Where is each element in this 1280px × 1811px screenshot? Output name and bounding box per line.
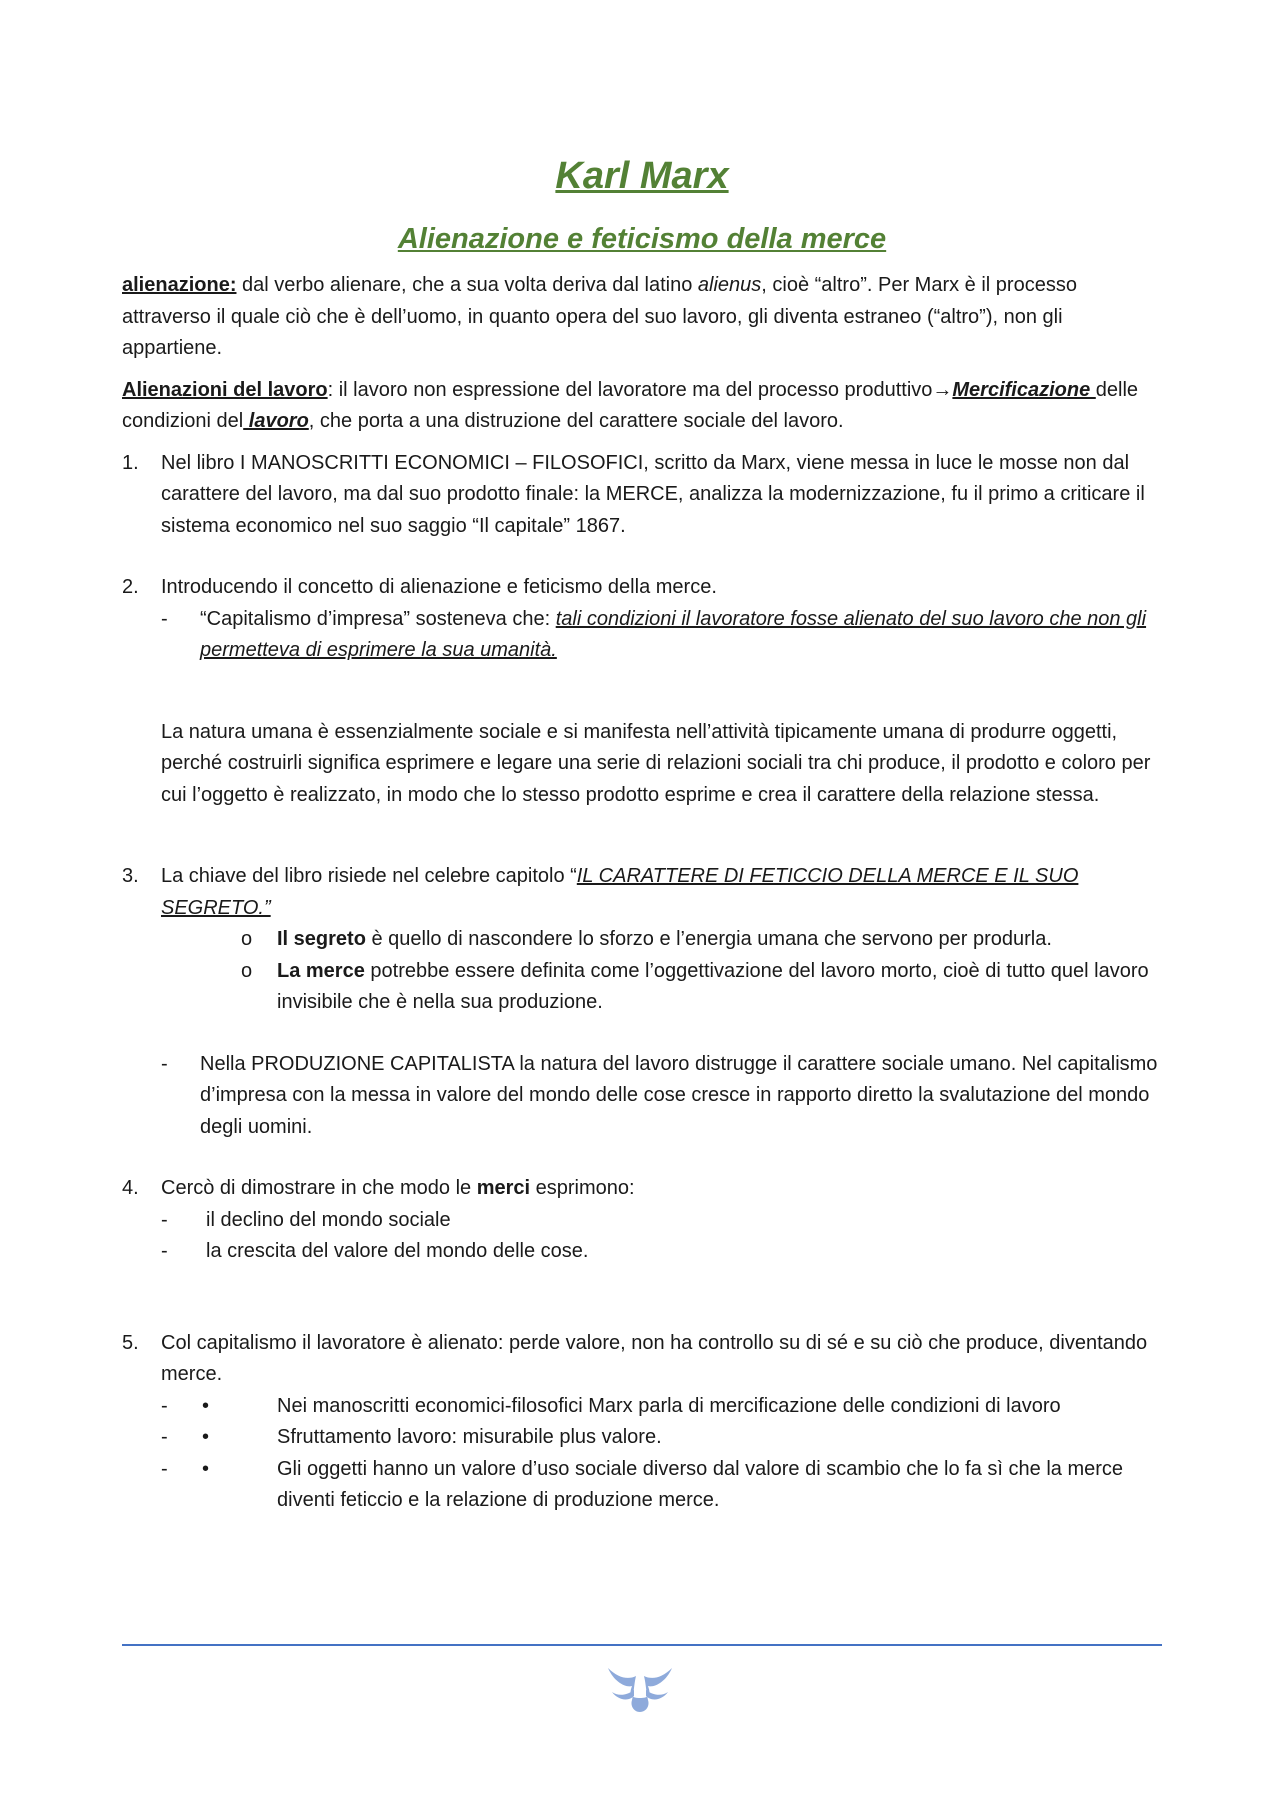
sfruttamento-text: Sfruttamento lavoro: misurabile plus valore. (277, 1426, 662, 1448)
page-subtitle: Alienazione e feticismo della merce (397, 223, 887, 255)
merce-term: La merce (277, 959, 365, 982)
list-number: 4. (122, 1177, 139, 1199)
list-item-2-text: Introducendo il concetto di alienazione e feticismo della merce. (161, 576, 717, 598)
sub-item-crescita (122, 1236, 1162, 1268)
definition-term: alienazione: (122, 274, 237, 296)
list-number: 2. (122, 576, 139, 598)
list-item-4-text-1: Cercò di dimostrare in che modo le (161, 1177, 477, 1199)
mercificazione-term: Mercificazione (952, 378, 1096, 401)
alienazioni-term: Alienazioni del lavoro (122, 378, 328, 401)
alienazioni-text-2: delle condizioni del (122, 378, 1139, 432)
list-item-4-text-2: esprimono: (530, 1177, 635, 1199)
sub-item-sfruttamento (122, 1422, 1162, 1454)
list-item-3-text-1: La chiave del libro risiede nel celebre capitolo “ (161, 865, 577, 887)
sub-item-declino (122, 1205, 1162, 1237)
natura-umana-text: La natura umana è essenzialmente sociale e si manifesta nell’attività tipicamente umana di produrre oggetti, perché costruirli significa esprimere e legare una serie di relazioni sociali tra chi produce, il prodotto e coloro per cui l’oggetto è realizzato, in modo che lo stesso prodotto esprime e crea il carattere della relazione stessa. (161, 720, 1151, 806)
sub-item-segreto (122, 924, 1162, 956)
declino-text: il declino del mondo sociale (206, 1208, 451, 1231)
list-item-1-text: Nel libro I MANOSCRITTI ECONOMICI – FILOSOFICI, scritto da Marx, viene messa in luce le mosse non dal carattere del lavoro, ma dal suo prodotto finale: la MERCE, analizza la modernizzazione, fu il primo a criticare il sistema economico nel suo saggio “Il capitale” 1867. (161, 451, 1145, 537)
dash-marker: - (161, 1052, 168, 1075)
definition-text-2: , cioè “altro”. Per Marx è il processo attraverso il quale ciò che è dell’uomo, in quanto opera del suo lavoro, gli diventa estraneo (“altro”), non gli appartiene. (122, 274, 1077, 359)
list-item-1 (122, 448, 1162, 543)
list-item-2-sub (122, 604, 1162, 667)
definition-text-1: dal verbo alienare, che a sua volta deriva dal latino (236, 274, 698, 296)
bullet-marker: • (202, 1457, 210, 1480)
definition-paragraph (122, 270, 1162, 365)
alienazioni-paragraph (122, 375, 1162, 438)
list-number: 1. (122, 451, 139, 474)
dash-marker: - (161, 1394, 168, 1417)
sub-item-oggetti (122, 1454, 1162, 1517)
bullet-marker: • (202, 1394, 210, 1417)
list-item-3 (122, 861, 1162, 924)
list-item-2-paragraph (122, 717, 1162, 812)
arrow-icon: → (932, 378, 953, 401)
bullet-marker: • (202, 1426, 210, 1448)
sub-text-a: “Capitalismo d’impresa” sosteneva che: (200, 607, 556, 630)
list-number: 5. (122, 1331, 139, 1354)
circle-marker: o (241, 928, 253, 950)
lavoro-term: lavoro (243, 410, 309, 432)
manoscritti-text: Nei manoscritti economici-filosofici Marx parla di mercificazione delle condizioni di lavoro (277, 1394, 1061, 1417)
sub-item-produzione (122, 1049, 1162, 1144)
segreto-term: Il segreto (277, 928, 366, 950)
alienazioni-text-1: : il lavoro non espressione del lavoratore ma del processo produttivo (327, 378, 933, 401)
footer-rule (122, 1644, 1162, 1646)
list-item-5 (122, 1328, 1162, 1391)
dash-marker: - (161, 1240, 168, 1262)
chapter-title: IL CARATTERE DI FETICCIO DELLA MERCE E IL SUO SEGRETO.” (161, 865, 1079, 919)
dash-marker: - (161, 1457, 168, 1480)
merci-term: merci (476, 1177, 531, 1199)
definition-latin: alienus (697, 274, 762, 296)
sub-item-manoscritti (122, 1391, 1162, 1423)
sub-item-merce (122, 956, 1162, 1019)
list-number: 3. (122, 865, 139, 887)
list-item-5-text: Col capitalismo il lavoratore è alienato: perde valore, non ha controllo su di sé e su ciò che produce, diventando merce. (161, 1331, 1148, 1385)
page-title: Karl Marx (555, 155, 729, 197)
dash-marker: - (161, 1426, 168, 1448)
list-item-2 (122, 572, 1162, 604)
sub-text-b: tali condizioni il lavoratore fosse alienato del suo lavoro che non gli permetteva di esprimere la sua umanità. (200, 607, 1147, 661)
list-item-4 (122, 1173, 1162, 1205)
oggetti-text: Gli oggetti hanno un valore d’uso sociale diverso dal valore di scambio che lo fa sì che la merce diventi feticcio e la relazione di produzione merce. (277, 1457, 1124, 1511)
produzione-text: Nella PRODUZIONE CAPITALISTA la natura del lavoro distrugge il carattere sociale umano. Nel capitalismo d’impresa con la messa in valore del mondo delle cose cresce in rapporto diretto la svalutazione del mondo degli uomini. (200, 1052, 1158, 1138)
crescita-text: la crescita del valore del mondo delle cose. (206, 1240, 589, 1262)
merce-text: potrebbe essere definita come l’oggettivazione del lavoro morto, cioè di tutto quel lavoro invisibile che è nella sua produzione. (277, 959, 1149, 1013)
circle-marker: o (241, 959, 253, 982)
dash-marker: - (161, 607, 168, 630)
segreto-text: è quello di nascondere lo sforzo e l’energia umana che servono per produrla. (365, 928, 1052, 950)
alienazioni-text-3: , che porta a una distruzione del carattere sociale del lavoro. (308, 410, 844, 432)
dash-marker: - (161, 1208, 168, 1231)
document-body (122, 150, 1162, 1517)
fleur-ornament-icon (604, 1662, 676, 1714)
